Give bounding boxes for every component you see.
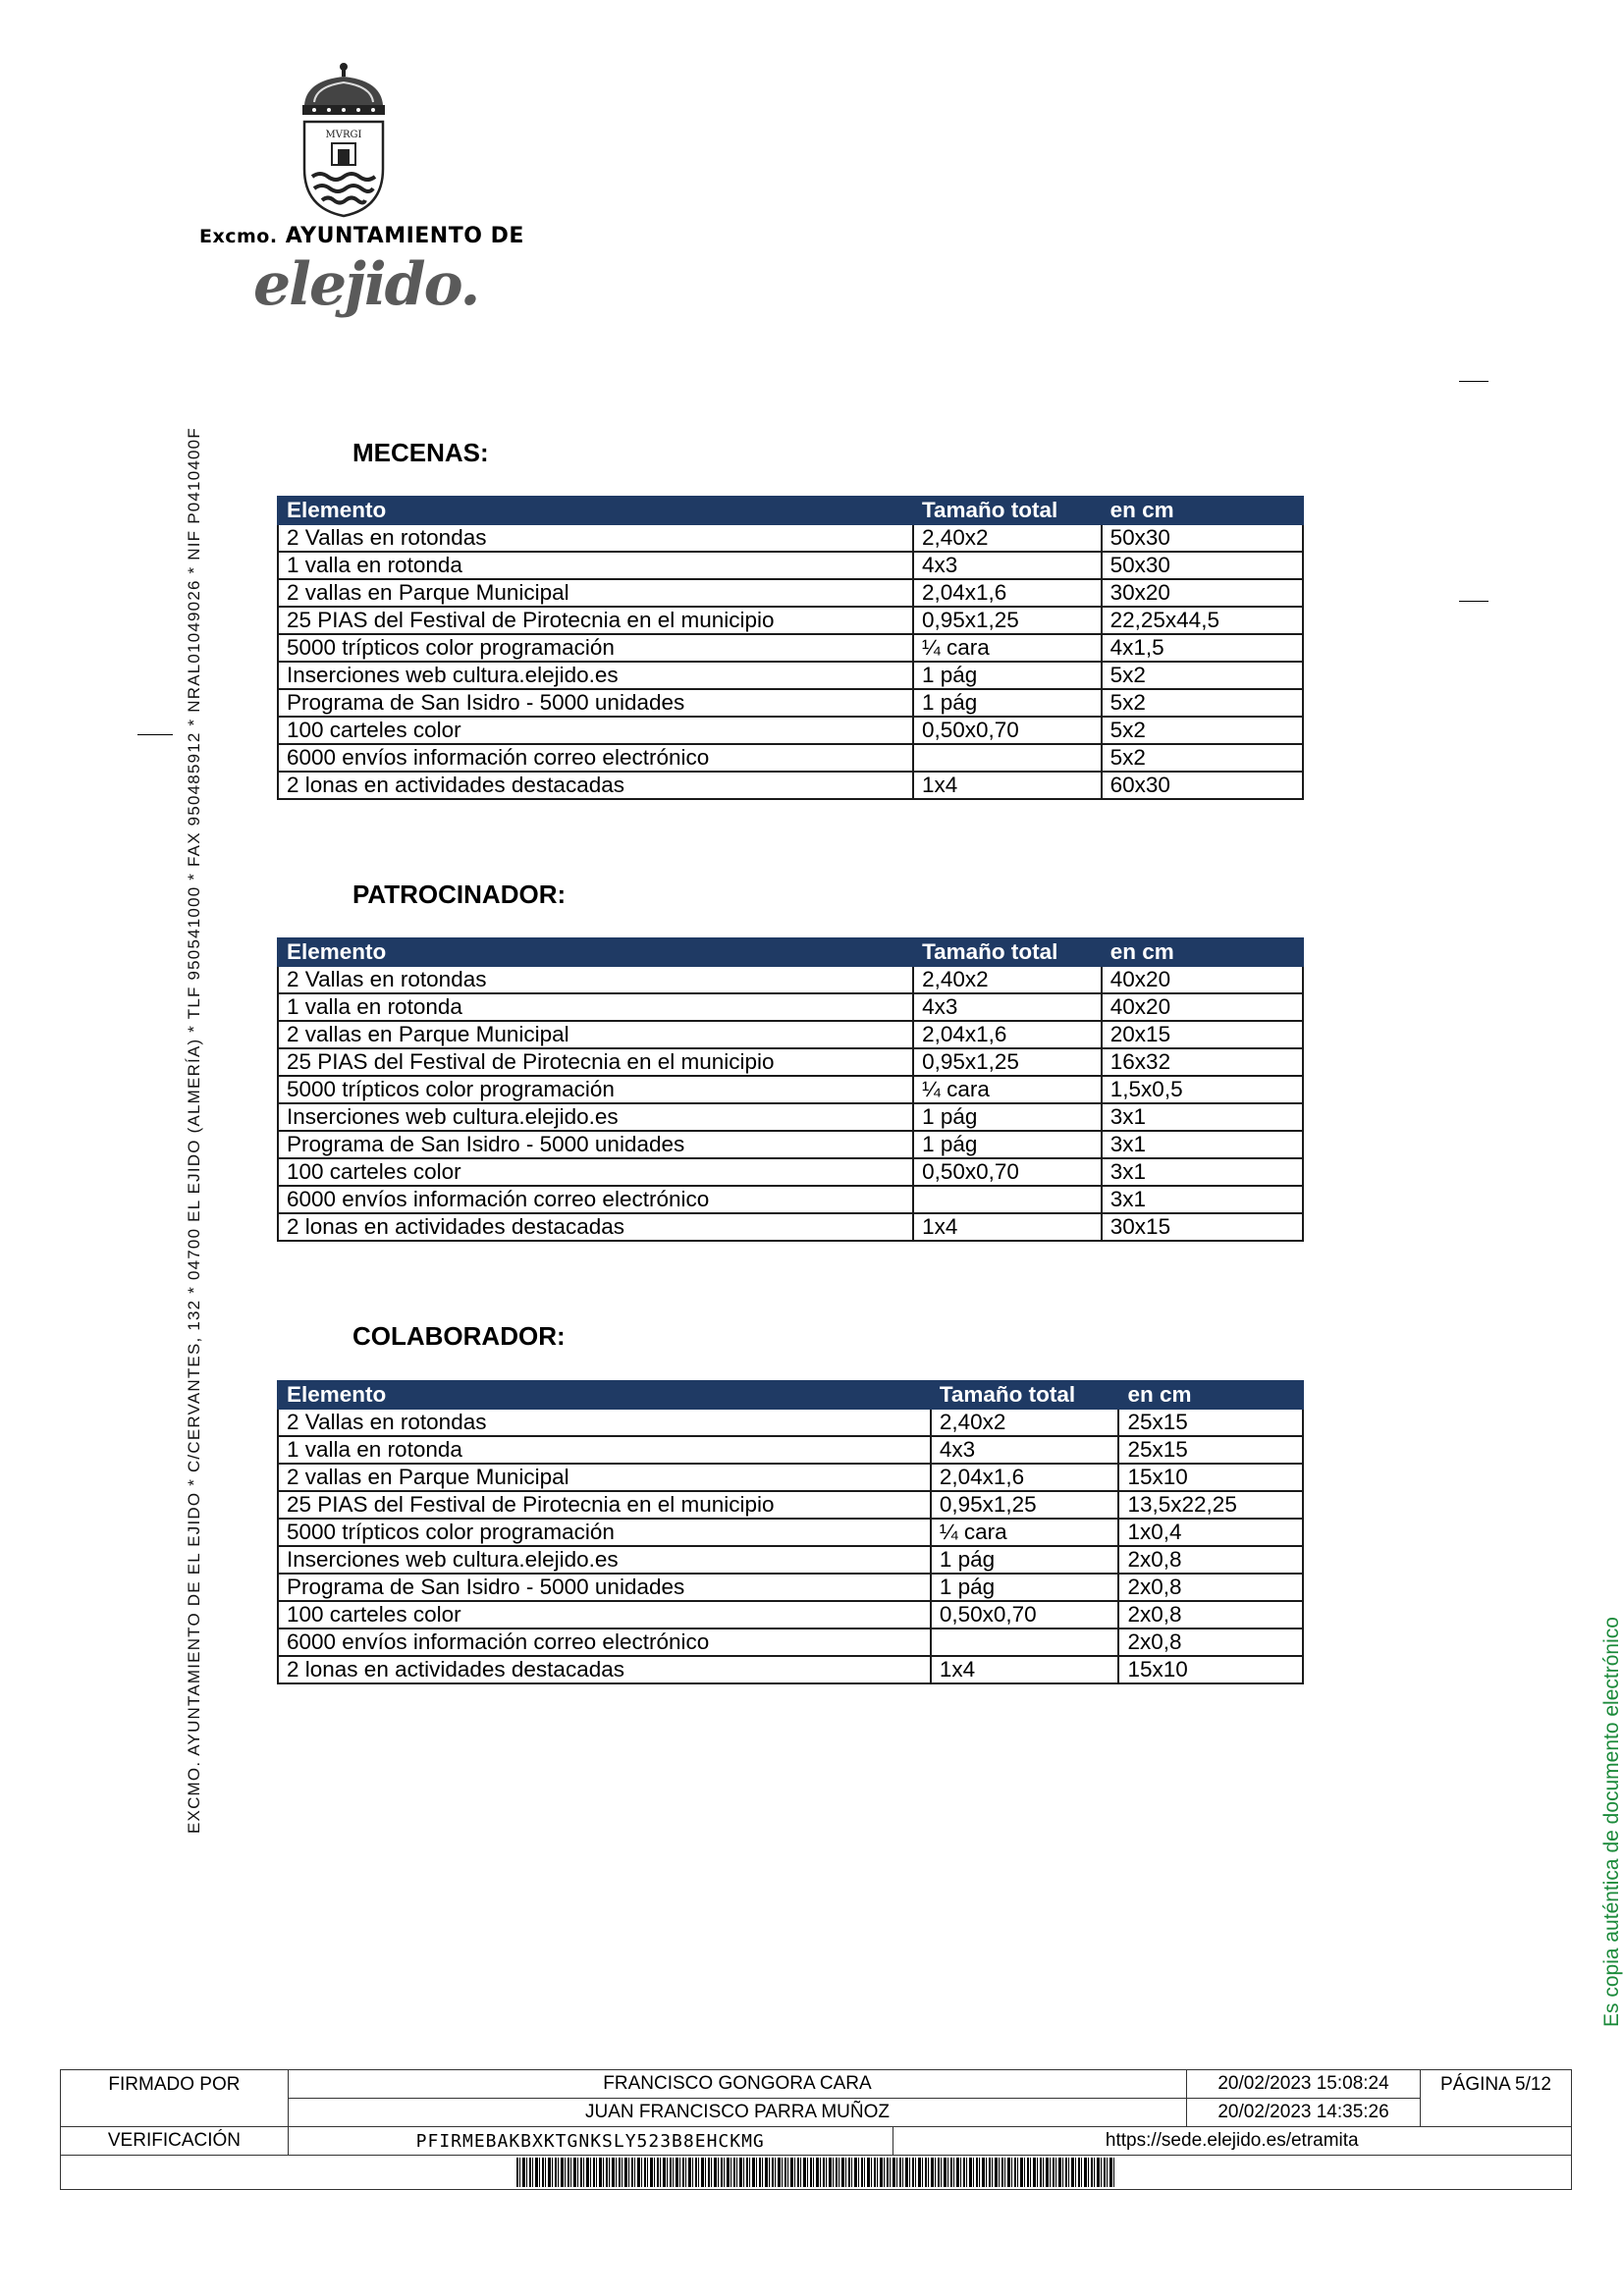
table-mecenas — [277, 496, 1304, 800]
column-header: en cm — [1102, 497, 1303, 524]
cell-elemento: 2 lonas en actividades destacadas — [278, 1213, 913, 1241]
table-row — [278, 1186, 1303, 1213]
column-header: en cm — [1118, 1381, 1303, 1409]
cell-en-cm: 25x15 — [1118, 1409, 1303, 1436]
cell-en-cm: 30x15 — [1102, 1213, 1303, 1241]
cell-elemento: 100 carteles color — [278, 1158, 913, 1186]
table-row — [278, 1409, 1303, 1436]
cell-en-cm: 25x15 — [1118, 1436, 1303, 1464]
cell-en-cm: 15x10 — [1118, 1656, 1303, 1683]
table-row — [278, 1656, 1303, 1683]
cell-elemento: 5000 trípticos color programación — [278, 1076, 913, 1103]
table-row — [278, 662, 1303, 689]
cell-elemento: 2 vallas en Parque Municipal — [278, 1464, 931, 1491]
logo-title — [199, 224, 524, 248]
table-row — [278, 1436, 1303, 1464]
cell-tamano-total: 2,04x1,6 — [913, 579, 1102, 607]
column-header: Elemento — [278, 1381, 931, 1409]
cell-en-cm: 13,5x22,25 — [1118, 1491, 1303, 1519]
verification-label: VERIFICACIÓN — [61, 2127, 289, 2156]
cell-en-cm: 2x0,8 — [1118, 1629, 1303, 1656]
signature-date: 20/02/2023 14:35:26 — [1187, 2099, 1421, 2127]
table-row — [278, 524, 1303, 552]
margin-tick — [137, 734, 173, 735]
cell-elemento: 100 carteles color — [278, 1601, 931, 1629]
cell-tamano-total: 0,95x1,25 — [913, 1048, 1102, 1076]
cell-tamano-total: ¼ cara — [931, 1519, 1119, 1546]
cell-en-cm: 2x0,8 — [1118, 1546, 1303, 1574]
cell-en-cm: 5x2 — [1102, 662, 1303, 689]
cell-en-cm: 15x10 — [1118, 1464, 1303, 1491]
table-row — [278, 966, 1303, 993]
cell-en-cm: 40x20 — [1102, 966, 1303, 993]
table-row — [278, 744, 1303, 772]
cell-tamano-total — [913, 1186, 1102, 1213]
municipal-crest-icon — [295, 61, 393, 218]
signed-by-label: FIRMADO POR — [61, 2070, 289, 2127]
cell-tamano-total: 2,04x1,6 — [931, 1464, 1119, 1491]
cell-en-cm: 5x2 — [1102, 744, 1303, 772]
cell-en-cm: 22,25x44,5 — [1102, 607, 1303, 634]
table-row — [278, 689, 1303, 717]
verification-url[interactable]: https://sede.elejido.es/etramita — [893, 2127, 1571, 2156]
cell-tamano-total: 1x4 — [913, 772, 1102, 799]
table-row — [278, 1629, 1303, 1656]
cell-en-cm: 3x1 — [1102, 1186, 1303, 1213]
crest-label: MVRGI — [325, 130, 362, 140]
cell-tamano-total: 4x3 — [931, 1436, 1119, 1464]
authentic-copy-note: Es copia auténtica de documento electrónico — [1600, 1617, 1623, 2027]
cell-tamano-total: ¼ cara — [913, 1076, 1102, 1103]
cell-en-cm: 30x20 — [1102, 579, 1303, 607]
barcode-icon — [516, 2158, 1115, 2187]
table-row — [278, 579, 1303, 607]
cell-elemento: 1 valla en rotonda — [278, 552, 913, 579]
table-row — [278, 634, 1303, 662]
cell-en-cm: 3x1 — [1102, 1158, 1303, 1186]
cell-elemento: 25 PIAS del Festival de Pirotecnia en el municipio — [278, 607, 913, 634]
cell-elemento: 2 vallas en Parque Municipal — [278, 579, 913, 607]
cell-elemento: 6000 envíos información correo electrónico — [278, 1629, 931, 1656]
cell-en-cm: 1x0,4 — [1118, 1519, 1303, 1546]
cell-elemento: 2 vallas en Parque Municipal — [278, 1021, 913, 1048]
cell-tamano-total: 1x4 — [931, 1656, 1119, 1683]
logo-prefix: Excmo. — [199, 226, 278, 247]
logo-script: elejido. — [253, 250, 479, 319]
logo-line: AYUNTAMIENTO DE — [285, 224, 524, 248]
column-header: Tamaño total — [913, 938, 1102, 966]
cell-tamano-total — [931, 1629, 1119, 1656]
cell-elemento: Inserciones web cultura.elejido.es — [278, 662, 913, 689]
table-row — [278, 1519, 1303, 1546]
cell-elemento: Inserciones web cultura.elejido.es — [278, 1546, 931, 1574]
cell-elemento: 1 valla en rotonda — [278, 993, 913, 1021]
cell-elemento: 6000 envíos información correo electrónico — [278, 744, 913, 772]
margin-tick — [1459, 601, 1488, 602]
cell-tamano-total: 2,40x2 — [931, 1409, 1119, 1436]
cell-tamano-total: 1 pág — [913, 662, 1102, 689]
cell-tamano-total: 1x4 — [913, 1213, 1102, 1241]
cell-tamano-total: 2,40x2 — [913, 524, 1102, 552]
cell-en-cm: 50x30 — [1102, 552, 1303, 579]
cell-elemento: 2 lonas en actividades destacadas — [278, 1656, 931, 1683]
table-row — [278, 1076, 1303, 1103]
table-row — [278, 1213, 1303, 1241]
cell-en-cm: 2x0,8 — [1118, 1601, 1303, 1629]
cell-elemento: 25 PIAS del Festival de Pirotecnia en el municipio — [278, 1491, 931, 1519]
cell-elemento: Programa de San Isidro - 5000 unidades — [278, 689, 913, 717]
table-row — [278, 1464, 1303, 1491]
table-row — [278, 1574, 1303, 1601]
cell-tamano-total: 0,95x1,25 — [931, 1491, 1119, 1519]
cell-en-cm: 3x1 — [1102, 1131, 1303, 1158]
section-title-mecenas: MECENAS: — [352, 438, 489, 467]
column-header: Tamaño total — [913, 497, 1102, 524]
table-row — [278, 772, 1303, 799]
cell-en-cm: 4x1,5 — [1102, 634, 1303, 662]
signer-name: FRANCISCO GONGORA CARA — [288, 2070, 1186, 2099]
cell-elemento: 6000 envíos información correo electrónico — [278, 1186, 913, 1213]
cell-en-cm: 16x32 — [1102, 1048, 1303, 1076]
cell-elemento: 5000 trípticos color programación — [278, 1519, 931, 1546]
cell-en-cm: 40x20 — [1102, 993, 1303, 1021]
column-header: Elemento — [278, 497, 913, 524]
table-row — [278, 607, 1303, 634]
cell-tamano-total: 0,50x0,70 — [913, 1158, 1102, 1186]
cell-tamano-total: 0,95x1,25 — [913, 607, 1102, 634]
table-row — [278, 1158, 1303, 1186]
signer-name: JUAN FRANCISCO PARRA MUÑOZ — [288, 2099, 1186, 2127]
verification-code: PFIRMEBAKBXKTGNKSLY523B8EHCKMG — [288, 2127, 893, 2156]
cell-en-cm: 5x2 — [1102, 689, 1303, 717]
cell-elemento: 1 valla en rotonda — [278, 1436, 931, 1464]
table-header-row — [278, 938, 1303, 966]
cell-en-cm: 5x2 — [1102, 717, 1303, 744]
cell-en-cm: 20x15 — [1102, 1021, 1303, 1048]
section-title-colaborador: COLABORADOR: — [352, 1321, 566, 1351]
cell-tamano-total: 1 pág — [931, 1574, 1119, 1601]
cell-elemento: 2 Vallas en rotondas — [278, 966, 913, 993]
table-row — [278, 993, 1303, 1021]
table-header-row — [278, 497, 1303, 524]
cell-tamano-total — [913, 744, 1102, 772]
cell-elemento: Inserciones web cultura.elejido.es — [278, 1103, 913, 1131]
table-row — [278, 1048, 1303, 1076]
cell-tamano-total: 0,50x0,70 — [931, 1601, 1119, 1629]
cell-en-cm: 3x1 — [1102, 1103, 1303, 1131]
cell-elemento: Programa de San Isidro - 5000 unidades — [278, 1574, 931, 1601]
cell-tamano-total: 1 pág — [913, 1131, 1102, 1158]
table-patrocinador — [277, 937, 1304, 1242]
table-row — [278, 717, 1303, 744]
cell-elemento: 25 PIAS del Festival de Pirotecnia en el municipio — [278, 1048, 913, 1076]
cell-tamano-total: 1 pág — [931, 1546, 1119, 1574]
cell-tamano-total: 4x3 — [913, 993, 1102, 1021]
cell-elemento: 5000 trípticos color programación — [278, 634, 913, 662]
cell-en-cm: 50x30 — [1102, 524, 1303, 552]
column-header: Tamaño total — [931, 1381, 1119, 1409]
cell-tamano-total: 2,40x2 — [913, 966, 1102, 993]
cell-tamano-total: 1 pág — [913, 689, 1102, 717]
table-colaborador — [277, 1380, 1304, 1684]
table-row — [278, 1021, 1303, 1048]
table-row — [278, 1131, 1303, 1158]
cell-en-cm: 2x0,8 — [1118, 1574, 1303, 1601]
cell-elemento: Programa de San Isidro - 5000 unidades — [278, 1131, 913, 1158]
cell-elemento: 100 carteles color — [278, 717, 913, 744]
page-number: PÁGINA 5/12 — [1421, 2070, 1572, 2127]
cell-tamano-total: ¼ cara — [913, 634, 1102, 662]
cell-elemento: 2 Vallas en rotondas — [278, 1409, 931, 1436]
column-header: Elemento — [278, 938, 913, 966]
table-row — [278, 1601, 1303, 1629]
table-row — [278, 1491, 1303, 1519]
cell-en-cm: 1,5x0,5 — [1102, 1076, 1303, 1103]
cell-en-cm: 60x30 — [1102, 772, 1303, 799]
cell-tamano-total: 4x3 — [913, 552, 1102, 579]
margin-tick — [1459, 381, 1488, 382]
section-title-patrocinador: PATROCINADOR: — [352, 880, 567, 909]
cell-elemento: 2 lonas en actividades destacadas — [278, 772, 913, 799]
cell-elemento: 2 Vallas en rotondas — [278, 524, 913, 552]
cell-tamano-total: 0,50x0,70 — [913, 717, 1102, 744]
side-address: EXCMO. AYUNTAMIENTO DE EL EJIDO * C/CERVANTES, 132 * 04700 EL EJIDO (ALMERÍA) * TLF 950541000 * FAX 950485912 * NRAL01049026 * NIF P0410400F — [185, 427, 203, 1834]
cell-tamano-total: 1 pág — [913, 1103, 1102, 1131]
table-row — [278, 1103, 1303, 1131]
cell-tamano-total: 2,04x1,6 — [913, 1021, 1102, 1048]
table-row — [278, 552, 1303, 579]
table-header-row — [278, 1381, 1303, 1409]
signature-footer — [60, 2069, 1572, 2190]
table-row — [278, 1546, 1303, 1574]
signature-date: 20/02/2023 15:08:24 — [1187, 2070, 1421, 2099]
column-header: en cm — [1102, 938, 1303, 966]
